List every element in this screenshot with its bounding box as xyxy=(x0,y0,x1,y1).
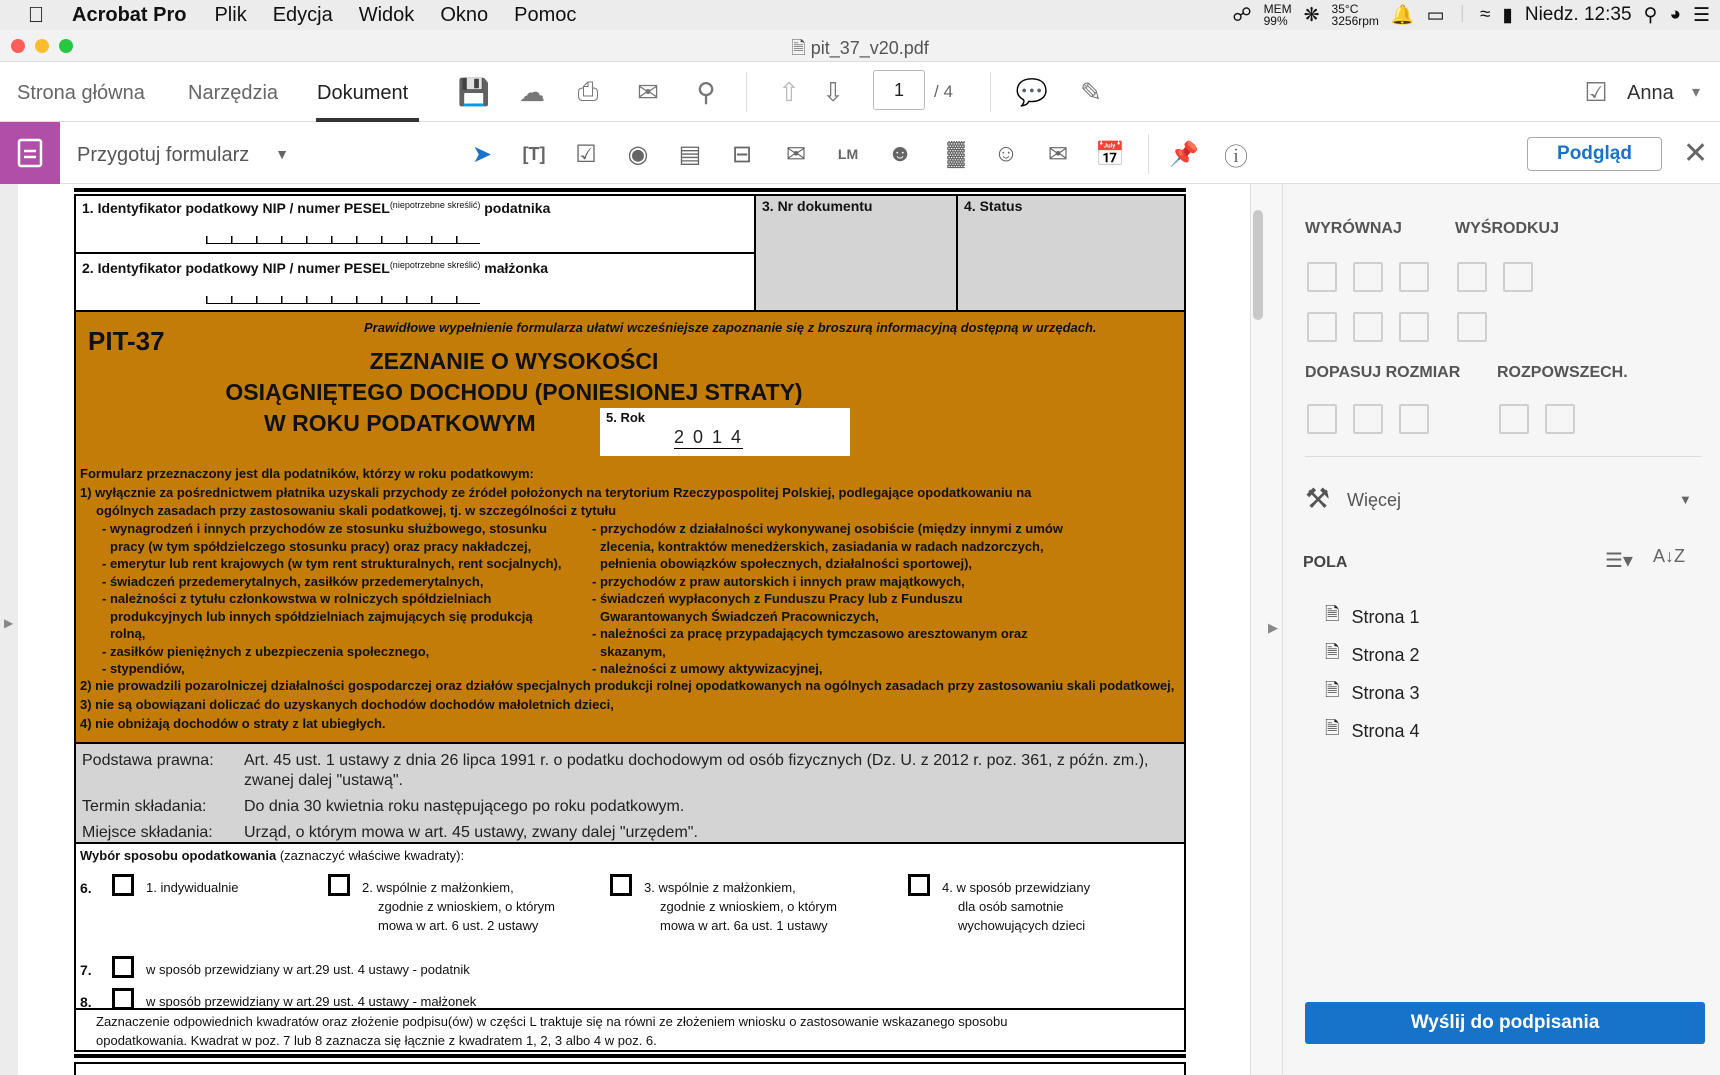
income-item: - emerytur lub rent krajowych (w tym rent strukturalnych, rent socjalnych), xyxy=(102,556,562,571)
fields-page-2[interactable] xyxy=(1325,640,1420,670)
user-menu-chevron-icon[interactable]: ▾ xyxy=(1691,84,1701,101)
income-item: - zasiłków pieniężnych z ubezpieczenia społecznego, xyxy=(102,643,430,659)
tab-tools[interactable]: Narzędzia xyxy=(188,82,279,104)
field-1-label xyxy=(82,200,550,216)
place-label: Miejsce składania: xyxy=(82,824,213,841)
option-joint-art6-line2: zgodnie z wnioskiem, o którym xyxy=(378,899,556,914)
fields-heading: POLA xyxy=(1303,554,1348,571)
image-field-icon[interactable]: LM xyxy=(837,146,859,162)
choice-title xyxy=(80,848,464,863)
income-item: - należności za pracę przypadających tymczasowo aresztowanym oraz xyxy=(592,626,1028,641)
radio-button-tool-icon[interactable]: ◉ xyxy=(627,140,649,168)
identifier-divider xyxy=(74,252,756,254)
mem-value: 99% xyxy=(1263,14,1288,28)
deadline-text: Do dnia 30 kwietnia roku następującego po roku podatkowym. xyxy=(244,798,685,815)
checkbox-individual[interactable] xyxy=(112,874,134,896)
pdf-file-icon: 🗎 xyxy=(791,38,806,58)
menu-widok[interactable]: Widok xyxy=(358,3,415,26)
condition-3: 3) nie są obowiązani doliczać do uzyskanych dochodów dochodów małoletnich dzieci, xyxy=(80,697,614,712)
barcode-tool-icon[interactable]: ▓ xyxy=(947,140,965,167)
align-left-icon[interactable] xyxy=(1307,262,1337,292)
income-item: skazanym, xyxy=(600,643,666,659)
row-6-number: 6. xyxy=(80,880,92,896)
option-single-parent-line1: 4. w sposób przewidziany xyxy=(942,880,1091,895)
macos-menubar xyxy=(0,0,1720,30)
form-title-line-2: OSIĄGNIĘTEGO DOCHODU (PONIESIONEJ STRATY) xyxy=(225,379,803,405)
pit37-form xyxy=(74,194,1186,1075)
fields-page-2-label: Strona 2 xyxy=(1351,644,1420,665)
field-4-label: 4. Status xyxy=(964,198,1023,214)
align-heading: WYRÓWNAJ xyxy=(1305,220,1402,237)
form-title-line-3: W ROKU PODATKOWYM xyxy=(264,410,536,436)
field-2-note: (niepotrzebne skreślić) xyxy=(389,260,481,270)
button-tool-icon[interactable]: ✉ xyxy=(785,140,807,168)
option-art29-spouse: w sposób przewidziany w art.29 ust. 4 ustawy - małżonek xyxy=(146,994,477,1009)
email-icon[interactable]: ✉ xyxy=(637,76,659,107)
year-label: 5. Rok xyxy=(606,410,646,425)
app-name[interactable]: Acrobat Pro xyxy=(72,3,187,26)
choice-note: (zaznaczyć właściwe kwadraty): xyxy=(279,848,465,863)
match-width-icon[interactable] xyxy=(1353,404,1383,434)
income-item: Gwarantowanych Świadczeń Pracowniczych, xyxy=(600,608,879,624)
upload-cloud-icon[interactable]: ☁ xyxy=(519,76,545,107)
note-line-1: Zaznaczenie odpowiednich kwadratów oraz złożenie podpisu(ów) w części L traktuje się na równi ze złożeniem wniosku o zastosowanie wskazanego sposobu xyxy=(96,1014,1008,1029)
condition-4: 4) nie obniżają dochodów o straty z lat ubiegłych. xyxy=(80,716,386,731)
tab-home[interactable]: Strona główna xyxy=(17,82,145,104)
next-page-icon[interactable]: ⇩ xyxy=(822,76,844,107)
align-right-icon[interactable] xyxy=(1399,262,1429,292)
menu-pomoc[interactable]: Pomoc xyxy=(514,3,577,26)
income-item: produkcyjnych lub innych spółdzielniach zajmujących się produkcją xyxy=(110,608,533,624)
left-pane-strip xyxy=(0,184,18,1075)
income-item: zlecenia, kontraktów menedżerskich, zasiadania w radach nadzorczych, xyxy=(600,538,1044,554)
spotlight-search-icon[interactable]: ⚲ xyxy=(1643,4,1658,26)
condition-1: 1) wyłącznie za pośrednictwem płatnika uzyskali przychody ze źródeł położonych na terytorium Rzeczypospolitej Polskiej, podlegające opodatkowaniu na xyxy=(80,485,1032,500)
distribute-horizontal-icon[interactable] xyxy=(1499,404,1529,434)
center-heading: WYŚRODKUJ xyxy=(1455,220,1560,237)
align-top-icon[interactable] xyxy=(1307,312,1337,342)
fields-page-3-label: Strona 3 xyxy=(1351,682,1420,703)
more-chevron-icon[interactable]: ▼ xyxy=(1679,492,1692,507)
toolbar-separator xyxy=(746,72,747,112)
prepare-form-dropdown-icon[interactable]: ▼ xyxy=(275,146,289,162)
checkbox-joint-art6a[interactable] xyxy=(610,874,632,896)
income-item: - należności z umowy aktywizacyjnej, xyxy=(592,661,823,676)
pesel-input-1[interactable] xyxy=(206,236,480,244)
income-item: rolną, xyxy=(110,626,146,641)
tab-document[interactable]: Dokument xyxy=(317,82,409,104)
add-signer-icon[interactable]: ☺ xyxy=(993,140,1019,167)
bottom-rule xyxy=(74,1054,1186,1058)
match-size-heading: DOPASUJ ROZMIAR xyxy=(1305,364,1461,381)
fields-page-1[interactable] xyxy=(1325,602,1420,632)
search-icon[interactable]: ⚲ xyxy=(696,76,716,107)
menu-plik[interactable]: Plik xyxy=(214,3,247,26)
preview-button[interactable]: Podgląd xyxy=(1527,137,1662,171)
income-item: - stypendiów, xyxy=(102,661,185,676)
page-document-icon: 🗎 xyxy=(1325,604,1340,624)
condition-2: 2) nie prowadzili pozarolniczej działalności gospodarczej oraz działów specjalnych produkcji rolnej opodatkowanych na ogólnych zasadach przy zastosowaniu skali podatkowej, xyxy=(80,678,1175,693)
display-icon[interactable]: ▭ xyxy=(1426,4,1445,26)
panel-divider xyxy=(1305,456,1701,457)
option-individual: 1. indywidualnie xyxy=(146,880,239,895)
checkbox-art29-taxpayer[interactable] xyxy=(112,956,134,978)
user-account-icon[interactable]: ◕ xyxy=(1669,4,1681,25)
temp-value: 35°C xyxy=(1331,2,1359,16)
expand-left-pane-icon[interactable]: ▶ xyxy=(4,616,14,630)
option-joint-art6-line1: 2. wspólnie z małżonkiem, xyxy=(362,880,514,895)
creative-cloud-icon[interactable]: ☍ xyxy=(1232,4,1252,26)
option-single-parent-line3: wychowujących dzieci xyxy=(958,918,1086,933)
send-for-signature-button[interactable]: Wyślij do podpisania xyxy=(1305,1002,1705,1044)
toolbar-separator xyxy=(1148,134,1149,174)
field-1-suffix: podatnika xyxy=(484,200,551,216)
toolbar-separator xyxy=(990,72,991,112)
option-joint-art6a-line1: 3. wspólnie z małżonkiem, xyxy=(644,880,796,895)
window-titlebar xyxy=(0,30,1720,62)
user-name[interactable]: Anna xyxy=(1627,82,1674,104)
print-icon[interactable]: ⎙ xyxy=(577,76,599,106)
more-dropdown[interactable]: Więcej xyxy=(1347,490,1402,510)
note-line-2: opodatkowania. Kwadrat w poz. 7 lub 8 zaznacza się łącznie z kwadratem 1, 2, 3 albo 4 w poz. 6. xyxy=(96,1033,657,1048)
save-icon[interactable]: 💾 xyxy=(457,76,491,107)
main-toolbar xyxy=(0,62,1720,122)
income-item: pracy (w tym spółdzielczego stosunku pracy) oraz pracy nakładczej, xyxy=(110,538,532,554)
notification-center-icon[interactable]: ☰ xyxy=(1692,4,1710,26)
previous-page-icon[interactable]: ⇧ xyxy=(778,76,800,107)
form-hint: Prawidłowe wypełnienie formularza ułatwi wcześniejsze zapoznanie się z broszurą informacyjną dostępną w urzędach. xyxy=(364,320,1097,335)
income-item: - świadczeń przedemerytalnych, zasiłków przedemerytalnych, xyxy=(102,573,484,589)
align-bottom-icon[interactable] xyxy=(1399,312,1429,342)
option-joint-art6a-line2: zgodnie z wnioskiem, o którym xyxy=(660,899,838,914)
row-7-number: 7. xyxy=(80,962,92,978)
sort-az-icon[interactable]: A↓Z xyxy=(1653,546,1686,566)
top-rule xyxy=(74,188,1186,192)
close-tool-icon[interactable]: ✕ xyxy=(1683,137,1709,170)
option-art29-taxpayer: w sposób przewidziany w art.29 ust. 4 ustawy - podatnik xyxy=(146,962,470,977)
pdf-page xyxy=(18,184,1250,1075)
choice-title-text: Wybór sposobu opodatkowania xyxy=(80,848,277,863)
field-3-label: 3. Nr dokumentu xyxy=(762,198,873,214)
checkbox-art29-spouse[interactable] xyxy=(112,988,134,1010)
signature-field-icon[interactable]: ☻ xyxy=(887,140,913,167)
distribute-vertical-icon[interactable] xyxy=(1545,404,1575,434)
income-item: - należności z tytułu członkowstwa w rolniczych spółdzielniach xyxy=(102,591,492,606)
income-item: pełnienia obowiązków społecznych, działalności sportowej), xyxy=(600,556,973,571)
place-text: Urząd, o którym mowa w art. 45 ustawy, zwany dalej "urzędem". xyxy=(244,824,698,841)
legal-basis-text-cont: zwanej dalej "ustawą". xyxy=(244,772,403,789)
apple-icon[interactable] xyxy=(0,2,72,28)
deadline-label: Termin składania: xyxy=(82,798,207,815)
scrollbar-thumb[interactable] xyxy=(1253,210,1263,320)
field-2-label xyxy=(82,260,548,276)
income-item: - wynagrodzeń i innych przychodów ze stosunku służbowego, stosunku xyxy=(102,521,547,536)
intro-text: Formularz przeznaczony jest dla podatników, którzy w roku podatkowym: xyxy=(80,466,534,481)
income-item: - świadczeń wypłaconych z Funduszu Pracy lub z Funduszu xyxy=(592,591,963,606)
field-1-note: (niepotrzebne skreślić) xyxy=(389,200,481,210)
menu-edycja[interactable]: Edycja xyxy=(272,3,333,26)
menu-okno[interactable]: Okno xyxy=(440,3,489,26)
fields-page-4[interactable] xyxy=(1325,716,1420,746)
income-item: - przychodów z praw autorskich i innych praw majątkowych, xyxy=(592,573,965,589)
tools-wrench-icon[interactable]: ⚒ xyxy=(1305,483,1331,514)
option-single-parent-line2: dla osób samotnie xyxy=(958,899,1064,914)
temp-stat[interactable] xyxy=(1332,3,1379,27)
center-horizontal-icon[interactable] xyxy=(1457,262,1487,292)
form-code: PIT-37 xyxy=(88,326,165,356)
right-panel xyxy=(1282,184,1720,1075)
legal-basis-text: Art. 45 ust. 1 ustawy z dnia 26 lipca 1991 r. o podatku dochodowym od osób fizycznych (Dz. U. z 2012 r. poz. 361, z późn. zm.), xyxy=(244,752,1149,769)
field-1-text: 1. Identyfikator podatkowy NIP / numer PESEL xyxy=(82,200,390,216)
fields-page-3[interactable] xyxy=(1325,678,1420,708)
page-document-icon: 🗎 xyxy=(1325,680,1340,700)
align-center-horizontal-icon[interactable] xyxy=(1353,262,1383,292)
prepare-form-toolbar xyxy=(0,122,1720,184)
field-2-suffix: małżonka xyxy=(484,260,549,276)
option-joint-art6a-line3: mowa w art. 6a ust. 1 ustawy xyxy=(660,918,828,933)
wifi-icon[interactable]: ≈ xyxy=(1479,4,1491,25)
send-email-tool-icon[interactable]: ✉ xyxy=(1047,140,1069,168)
text-field-icon[interactable]: [T] xyxy=(522,143,546,164)
fields-page-1-label: Strona 1 xyxy=(1351,606,1420,627)
battery-icon[interactable]: ▮ xyxy=(1502,4,1513,26)
page-document-icon: 🗎 xyxy=(1325,642,1340,662)
distribute-heading: ROZPOWSZECH. xyxy=(1497,364,1628,381)
row-8-number: 8. xyxy=(80,994,92,1010)
pin-icon[interactable]: 📌 xyxy=(1169,140,1199,168)
checkbox-tool-icon[interactable]: ☑ xyxy=(575,140,597,168)
condition-1-cont: ogólnych zasadach przy zastosowaniu skali podatkowej, tj. w szczególności z tytułu xyxy=(96,503,617,518)
highlight-pen-icon[interactable]: ✎ xyxy=(1080,76,1102,107)
rpm-value: 3256rpm xyxy=(1331,14,1379,28)
dropdown-tool-icon[interactable]: ⊟ xyxy=(731,140,753,168)
clock[interactable]: Niedz. 12:35 xyxy=(1524,4,1632,25)
income-item: - przychodów z działalności wykonywanej osobiście (między innymi z umów xyxy=(592,521,1063,536)
date-field-icon[interactable]: 📅 xyxy=(1095,140,1125,168)
mem-stat[interactable] xyxy=(1264,3,1292,27)
page-number-input[interactable]: 1 xyxy=(873,70,925,110)
prepare-form-tool-icon xyxy=(0,122,60,184)
mem-label: MEM xyxy=(1263,2,1292,16)
checkbox-single-parent[interactable] xyxy=(908,874,930,896)
align-middle-icon[interactable] xyxy=(1353,312,1383,342)
document-viewport[interactable] xyxy=(0,184,1282,1075)
mobile-link-icon[interactable]: ☑ xyxy=(1584,76,1608,107)
field-2-text: 2. Identyfikator podatkowy NIP / numer PESEL xyxy=(82,260,390,276)
fields-page-4-label: Strona 4 xyxy=(1351,720,1420,741)
list-box-tool-icon[interactable]: ▤ xyxy=(678,140,702,168)
help-icon[interactable]: ⓘ xyxy=(1224,143,1248,171)
checkbox-joint-art6[interactable] xyxy=(328,874,350,896)
sort-options-icon[interactable]: ☰▾ xyxy=(1605,550,1633,572)
prepare-form-title[interactable]: Przygotuj formularz xyxy=(77,144,250,166)
bluetooth-icon[interactable]: ᛁ xyxy=(1456,4,1468,25)
match-both-icon[interactable] xyxy=(1399,404,1429,434)
pesel-input-2[interactable] xyxy=(206,296,480,304)
option-joint-art6-line3: mowa w art. 6 ust. 2 ustawy xyxy=(378,918,539,933)
notification-bell-icon[interactable]: 🔔 xyxy=(1390,5,1415,26)
match-height-icon[interactable] xyxy=(1307,404,1337,434)
page-total: / 4 xyxy=(934,82,953,101)
center-both-icon[interactable] xyxy=(1457,312,1487,342)
select-object-icon[interactable]: ➤ xyxy=(471,140,493,168)
center-vertical-icon[interactable] xyxy=(1503,262,1533,292)
comment-icon[interactable]: 💬 xyxy=(1015,76,1049,107)
year-value: 2 0 1 4 xyxy=(674,427,744,447)
fan-icon: ❋ xyxy=(1303,4,1320,26)
next-section xyxy=(74,1062,1186,1075)
window-title-text: pit_37_v20.pdf xyxy=(810,38,929,58)
form-title-line-1: ZEZNANIE O WYSOKOŚCI xyxy=(369,348,659,374)
expand-right-pane-icon[interactable]: ▶ xyxy=(1268,620,1278,635)
page-document-icon: 🗎 xyxy=(1325,718,1340,738)
legal-basis-label: Podstawa prawna: xyxy=(82,752,214,769)
